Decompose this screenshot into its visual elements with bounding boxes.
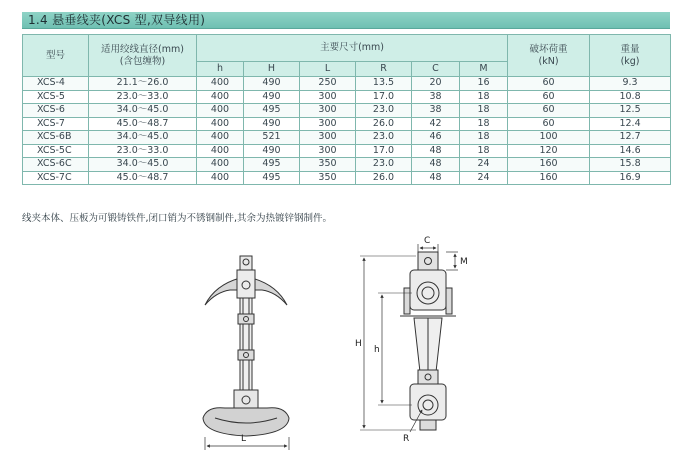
cell-M: 24	[460, 171, 508, 185]
cell-diameter: 34.0～45.0	[89, 131, 197, 145]
cell-model: XCS-7C	[23, 171, 89, 185]
cell-R: 23.0	[356, 104, 412, 118]
cell-model: XCS-6B	[23, 131, 89, 145]
cell-M: 18	[460, 131, 508, 145]
cell-h: 400	[197, 131, 244, 145]
cell-H: 495	[244, 158, 300, 172]
header-model: 型号	[23, 35, 89, 77]
cell-h: 400	[197, 90, 244, 104]
cell-R: 17.0	[356, 90, 412, 104]
cell-C: 42	[412, 117, 460, 131]
cell-L: 250	[300, 77, 356, 91]
cell-weight: 12.4	[590, 117, 671, 131]
label-h: h	[374, 345, 380, 355]
cell-load: 60	[508, 117, 590, 131]
cell-diameter: 45.0～48.7	[89, 117, 197, 131]
header-dim-C: C	[412, 62, 460, 77]
header-dim-R: R	[356, 62, 412, 77]
cell-h: 400	[197, 117, 244, 131]
label-C: C	[424, 236, 431, 246]
cell-model: XCS-5	[23, 90, 89, 104]
cell-C: 46	[412, 131, 460, 145]
label-M: M	[460, 257, 468, 267]
cell-weight: 12.7	[590, 131, 671, 145]
cell-diameter: 23.0～33.0	[89, 144, 197, 158]
cell-L: 350	[300, 158, 356, 172]
front-view-drawing	[203, 256, 289, 450]
cell-h: 400	[197, 158, 244, 172]
cell-M: 18	[460, 104, 508, 118]
cell-h: 400	[197, 104, 244, 118]
cell-h: 400	[197, 77, 244, 91]
cell-C: 48	[412, 144, 460, 158]
label-L: L	[241, 434, 247, 444]
cell-M: 24	[460, 158, 508, 172]
header-diameter-line1: 适用绞线直径(mm)	[101, 43, 184, 55]
cell-load: 60	[508, 104, 590, 118]
cell-M: 16	[460, 77, 508, 91]
cell-diameter: 45.0～48.7	[89, 171, 197, 185]
cell-weight: 9.3	[590, 77, 671, 91]
cell-L: 300	[300, 131, 356, 145]
cell-diameter: 34.0～45.0	[89, 158, 197, 172]
cell-diameter: 21.1～26.0	[89, 77, 197, 91]
cell-H: 495	[244, 104, 300, 118]
cell-weight: 10.8	[590, 90, 671, 104]
cell-L: 300	[300, 90, 356, 104]
cell-M: 18	[460, 144, 508, 158]
header-load-line2: (kN)	[538, 55, 559, 67]
cell-C: 48	[412, 171, 460, 185]
cell-R: 26.0	[356, 171, 412, 185]
cell-load: 160	[508, 158, 590, 172]
cell-model: XCS-4	[23, 77, 89, 91]
header-load-line1: 破坏荷重	[529, 43, 568, 55]
cell-weight: 14.6	[590, 144, 671, 158]
cell-L: 350	[300, 171, 356, 185]
cell-R: 13.5	[356, 77, 412, 91]
header-weight-line1: 重量	[620, 43, 640, 55]
cell-H: 495	[244, 171, 300, 185]
cell-model: XCS-5C	[23, 144, 89, 158]
section-title: 1.4 悬垂线夹(XCS 型,双导线用)	[22, 12, 670, 29]
label-H: H	[355, 339, 362, 349]
cell-R: 26.0	[356, 117, 412, 131]
header-diameter-line2: (含包缠物)	[119, 55, 166, 67]
cell-model: XCS-6	[23, 104, 89, 118]
cell-load: 120	[508, 144, 590, 158]
cell-diameter: 34.0～45.0	[89, 104, 197, 118]
cell-h: 400	[197, 144, 244, 158]
cell-C: 48	[412, 158, 460, 172]
cell-L: 300	[300, 104, 356, 118]
cell-model: XCS-6C	[23, 158, 89, 172]
cell-L: 300	[300, 144, 356, 158]
cell-M: 18	[460, 117, 508, 131]
cell-H: 490	[244, 144, 300, 158]
cell-weight: 16.9	[590, 171, 671, 185]
cell-weight: 15.8	[590, 158, 671, 172]
material-note: 线夹本体、压板为可锻铸铁件,闭口销为不锈钢制件,其余为热镀锌钢制件。	[22, 213, 333, 224]
header-dim-L: L	[300, 62, 356, 77]
cell-load: 100	[508, 131, 590, 145]
cell-H: 490	[244, 90, 300, 104]
cell-load: 60	[508, 90, 590, 104]
header-weight-line2: (kg)	[620, 55, 640, 67]
label-R: R	[403, 434, 410, 444]
cell-weight: 12.5	[590, 104, 671, 118]
cell-H: 490	[244, 117, 300, 131]
cell-L: 300	[300, 117, 356, 131]
header-dim-h: h	[197, 62, 244, 77]
header-dim-H: H	[244, 62, 300, 77]
cell-C: 20	[412, 77, 460, 91]
cell-R: 23.0	[356, 131, 412, 145]
cell-R: 17.0	[356, 144, 412, 158]
cell-C: 38	[412, 104, 460, 118]
header-main-dims: 主要尺寸(mm)	[197, 35, 508, 62]
cell-M: 18	[460, 90, 508, 104]
cell-H: 490	[244, 77, 300, 91]
cell-diameter: 23.0～33.0	[89, 90, 197, 104]
side-view-drawing	[360, 244, 458, 432]
cell-R: 23.0	[356, 158, 412, 172]
cell-H: 521	[244, 131, 300, 145]
cell-C: 38	[412, 90, 460, 104]
cell-model: XCS-7	[23, 117, 89, 131]
cell-h: 400	[197, 171, 244, 185]
header-dim-M: M	[460, 62, 508, 77]
cell-load: 60	[508, 77, 590, 91]
cell-load: 160	[508, 171, 590, 185]
